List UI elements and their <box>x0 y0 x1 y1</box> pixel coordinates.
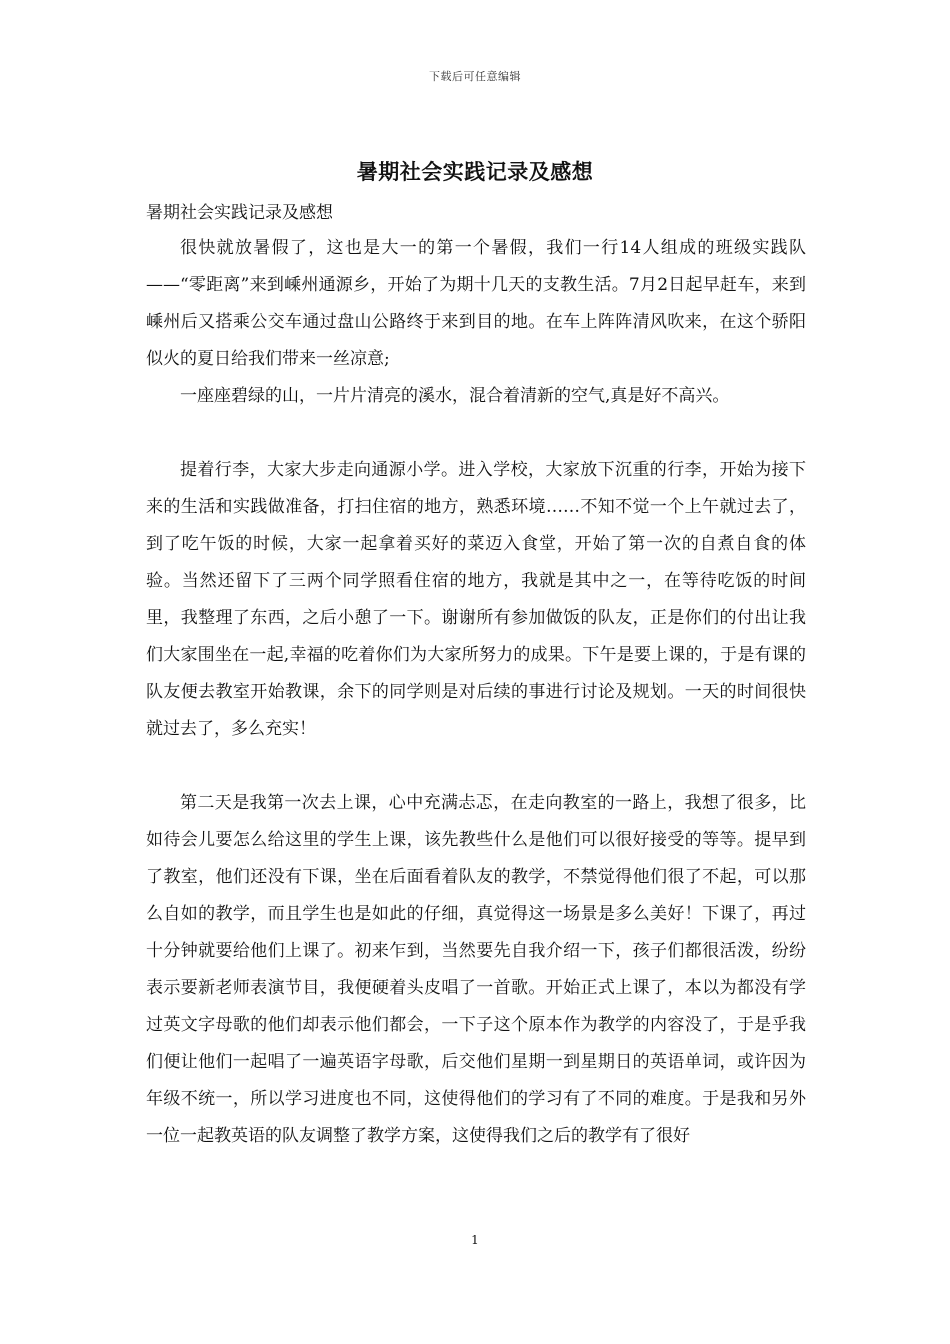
paragraph-1: 很快就放暑假了，这也是大一的第一个暑假，我们一行14人组成的班级实践队——“零距离”来到嵊州通源乡，开始了为期十几天的支教生活。7月2日起早赶车，来到嵊州后又搭乘公交车通过盘山公路终于来到目的地。在车上阵阵清风吹来，在这个骄阳似火的夏日给我们带来一丝凉意; <box>146 238 806 369</box>
paragraph-2: 一座座碧绿的山，一片片清亮的溪水，混合着清新的空气,真是好不高兴。 <box>180 386 730 406</box>
document-subtitle: 暑期社会实践记录及感想 <box>146 203 333 223</box>
paragraph-4: 第二天是我第一次去上课，心中充满忐忑，在走向教室的一路上，我想了很多，比如待会儿要怎么给这里的学生上课，该先教些什么是他们可以很好接受的等等。提早到了教室，他们还没有下课，坐在后面看着队友的教学，不禁觉得他们很了不起，可以那么自如的教学，而且学生也是如此的仔细，真觉得这一场景是多么美好！下课了，再过十分钟就要给他们上课了。初来乍到，当然要先自我介绍一下，孩子们都很活泼，纷纷表示要新老师表演节目，我便硬着头皮唱了一首歌。开始正式上课了，本以为都没有学过英文字母歌的他们却表示他们都会，一下子这个原本作为教学的内容没了，于是乎我们便让他们一起唱了一遍英语字母歌，后交他们星期一到星期日的英语单词，或许因为年级不统一，所以学习进度也不同，这使得他们的学习有了不同的难度。于是我和另外一位一起教英语的队友调整了教学方案，这使得我们之后的教学有了很好 <box>146 793 806 1146</box>
document-title: 暑期社会实践记录及感想 <box>356 159 594 184</box>
paragraph-3: 提着行李，大家大步走向通源小学。进入学校，大家放下沉重的行李，开始为接下来的生活和实践做准备，打扫住宿的地方，熟悉环境……不知不觉一个上午就过去了，到了吃午饭的时候，大家一起拿着买好的菜迈入食堂，开始了第一次的自煮自食的体验。当然还留下了三两个同学照看住宿的地方，我就是其中之一，在等待吃饭的时间里，我整理了东西，之后小憩了一下。谢谢所有参加做饭的队友，正是你们的付出让我们大家围坐在一起,幸福的吃着你们为大家所努力的成果。下午是要上课的，于是有课的队友便去教室开始教课，余下的同学则是对后续的事进行讨论及规划。一天的时间很快就过去了，多么充实！ <box>146 460 806 739</box>
page-number: 1 <box>471 1233 479 1247</box>
header-note: 下载后可任意编辑 <box>429 70 521 83</box>
